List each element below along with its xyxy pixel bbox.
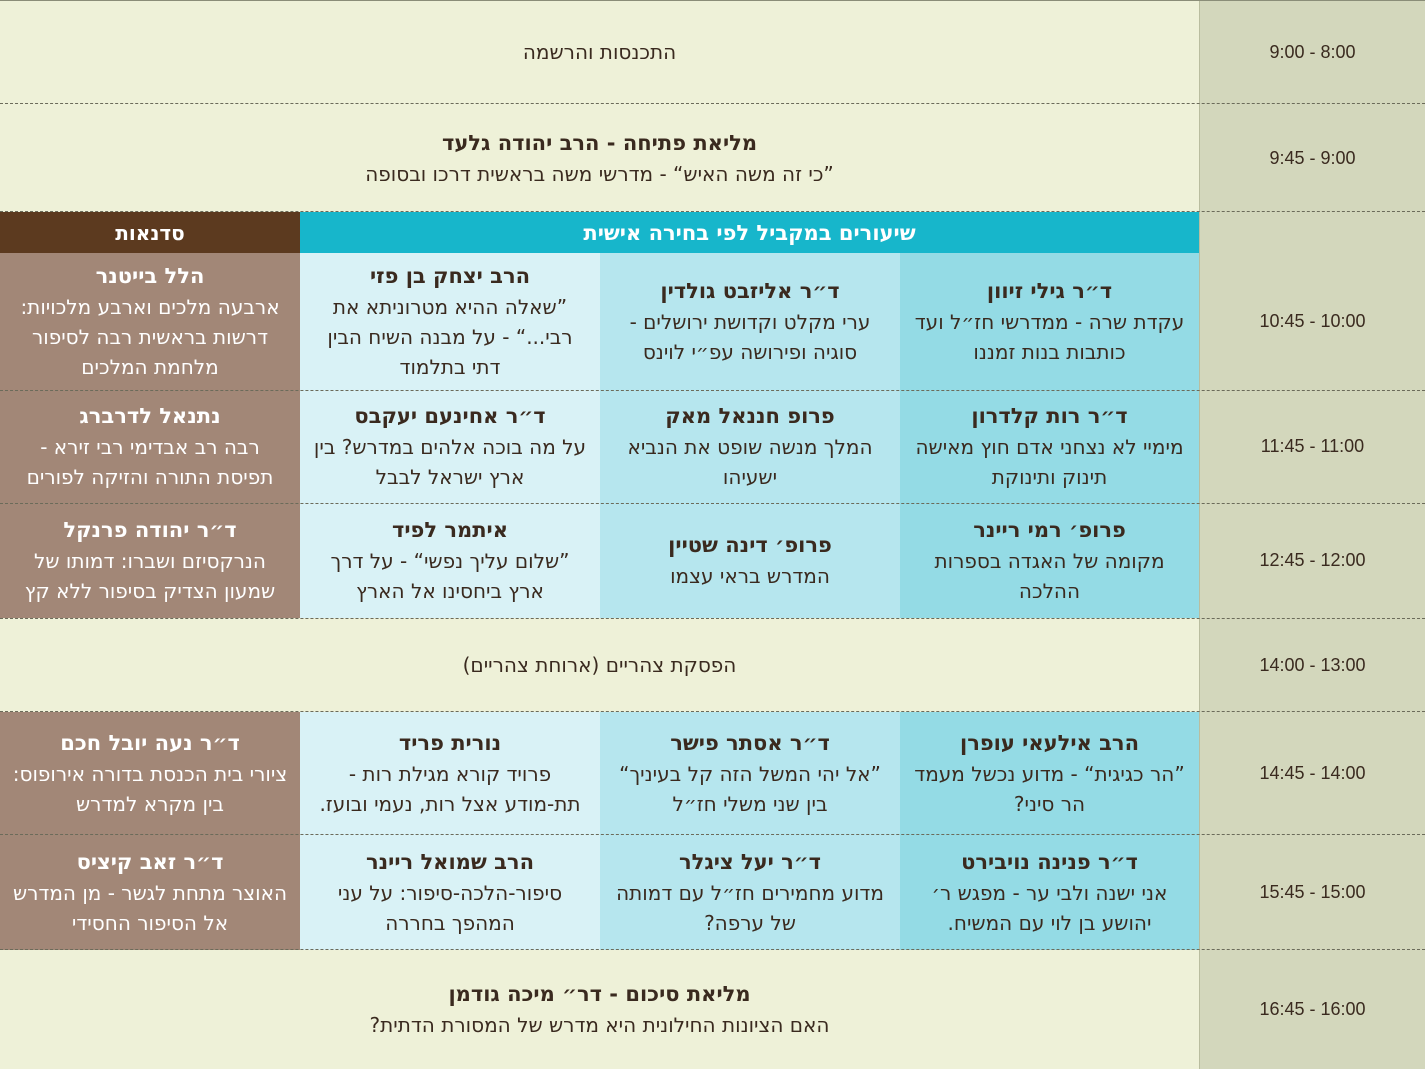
row-divider: [0, 211, 1425, 212]
session-cell: [600, 712, 900, 835]
session-topic: עקדת שרה - ממדרשי חז״ל ועד כותבות בנות זמננו: [914, 310, 1185, 364]
closing-plenary-desc: האם הציונות החילונית היא מדרש של המסורת הדתית?: [369, 1013, 830, 1037]
workshop-cell: [0, 503, 300, 618]
registration-text: התכנסות והרשמה: [522, 40, 677, 64]
time-label: 14:00 - 13:00: [1259, 654, 1366, 675]
row-divider: [0, 711, 1425, 712]
session-cell: [900, 835, 1199, 950]
time-slot-empty: [1199, 212, 1425, 253]
workshop-cell: [0, 390, 300, 503]
session-speaker: ד״ר רות קלדרון: [971, 404, 1128, 428]
session-topic: ”אל יהי המשל הזה קל בעיניך“ בין שני משלי חז״ל: [619, 762, 881, 816]
time-label: 9:45 - 9:00: [1269, 147, 1356, 168]
workshop-topic: רבה רב אבדימי רבי זירא - תפיסת התורה והזיקה לפורים: [26, 435, 274, 489]
row-divider: [0, 949, 1425, 950]
workshops-header-label: סדנאות: [115, 220, 185, 245]
workshop-cell: [0, 835, 300, 950]
time-label: 15:45 - 15:00: [1259, 882, 1366, 902]
workshop-topic: הנרקסיזם ושברו: דמותו של שמעון הצדיק בסיפור ללא קץ: [24, 549, 276, 603]
session-cell: [300, 390, 600, 503]
workshop-speaker: ד״ר נעה יובל חכם: [60, 731, 240, 755]
workshops-header: [0, 212, 300, 253]
time-slot: [1199, 253, 1425, 390]
session-cell: [900, 712, 1199, 835]
session-topic: פרויד קורא מגילת רות - תת-מודע אצל רות, נעמי ובועז.: [319, 762, 581, 816]
session-speaker: ד״ר גילי זיוון: [986, 279, 1113, 303]
session-speaker: הרב שמואל ריינר: [366, 850, 534, 874]
row-divider: [0, 390, 1425, 391]
session-topic: ”שאלה ההיא מטרוניתא את רבי...“ - על מבנה השיח הבין דתי בתלמוד: [327, 295, 573, 379]
session-topic: ערי מקלט וקדושת ירושלים - סוגיה ופירושה עפ״י לוינס: [629, 310, 871, 364]
session-speaker: הרב אילעאי עופרן: [960, 731, 1139, 755]
session-topic: אני ישנה ולבי ער - מפגש ר׳ יהושע בן לוי עם המשיח.: [931, 881, 1168, 935]
session-topic: סיפור-הלכה-סיפור: על עני המהפך בחררה: [337, 881, 563, 935]
session-speaker: איתמר לפיד: [392, 518, 509, 542]
session-cell: [300, 712, 600, 835]
parallel-sessions-header: [300, 212, 1199, 253]
session-cell: [900, 253, 1199, 390]
closing-plenary-title: מליאת סיכום - דר״ מיכה גודמן: [448, 982, 751, 1006]
session-cell: [600, 390, 900, 503]
session-speaker: פרופ חננאל מאק: [665, 404, 835, 428]
session-cell: [600, 253, 900, 390]
session-speaker: פרופ׳ דינה שטיין: [668, 533, 832, 557]
session-speaker: ד״ר אליזבט גולדין: [660, 279, 840, 303]
time-slot: [1199, 835, 1425, 950]
workshop-cell: [0, 712, 300, 835]
top-border: [0, 0, 1425, 1]
workshop-speaker: נתנאל לדרברג: [79, 404, 221, 428]
time-slot: [1199, 104, 1425, 212]
session-topic: ”הר כגיגית“ - מדוע נכשל מעמד הר סיני?: [914, 762, 1185, 816]
workshop-topic: ציורי בית הכנסת בדורה אירופוס: בין מקרא למדרש: [12, 762, 288, 816]
session-speaker: נורית פריד: [398, 731, 502, 755]
opening-plenary-desc: ”כי זה משה האיש“ - מדרשי משה בראשית דרכו ובסופה: [365, 161, 834, 186]
workshop-topic: ארבעה מלכים וארבע מלכויות: דרשות בראשית רבה לסיפור מלחמת המלכים: [20, 295, 280, 379]
workshop-topic: האוצר מתחת לגשר - מן המדרש אל הסיפור החסידי: [12, 881, 288, 935]
session-topic: המלך מנשה שופט את הנביא ישעיהו: [627, 435, 873, 489]
session-cell: [900, 503, 1199, 618]
time-slot: [1199, 390, 1425, 503]
time-label: 9:00 - 8:00: [1269, 41, 1356, 62]
lunch-break-text: הפסקת צהריים (ארוחת צהריים): [462, 653, 737, 677]
time-slot: [1199, 618, 1425, 712]
session-speaker: ד״ר אחינעם יעקבס: [354, 404, 546, 428]
session-cell: [900, 390, 1199, 503]
session-cell: [300, 835, 600, 950]
session-topic: ”שלום עליך נפשי“ - על דרך ארץ ביחסינו אל הארץ: [330, 549, 570, 603]
row-divider: [0, 618, 1425, 619]
opening-plenary-title: מליאת פתיחה - הרב יהודה גלעד: [441, 130, 758, 155]
session-cell: [300, 503, 600, 618]
session-cell: [300, 253, 600, 390]
time-label: 10:45 - 10:00: [1259, 311, 1366, 331]
opening-plenary-cell: [0, 104, 1199, 212]
time-label: 16:45 - 16:00: [1259, 999, 1366, 1019]
workshop-speaker: ד״ר יהודה פרנקל: [63, 518, 237, 542]
time-slot: [1199, 950, 1425, 1069]
time-label: 11:45 - 11:00: [1260, 436, 1365, 456]
session-speaker: ד״ר יעל ציגלר: [678, 850, 822, 874]
closing-plenary-cell: [0, 950, 1199, 1069]
time-slot: [1199, 0, 1425, 104]
registration-cell: [0, 0, 1199, 104]
time-label: 14:45 - 14:00: [1259, 763, 1366, 783]
session-cell: [600, 835, 900, 950]
session-topic: המדרש בראי עצמו: [670, 564, 830, 588]
session-speaker: ד״ר אסתר פישר: [670, 731, 830, 755]
workshop-speaker: ד״ר זאב קיציס: [76, 850, 224, 874]
row-divider: [0, 103, 1425, 104]
row-divider: [0, 503, 1425, 504]
session-topic: מקומה של האגדה בספרות ההלכה: [934, 549, 1165, 603]
session-cell: [600, 503, 900, 618]
session-speaker: הרב יצחק בן פזי: [370, 264, 531, 288]
session-topic: מימיי לא נצחני אדם חוץ מאישה תינוק ותינוקת: [915, 435, 1184, 489]
workshop-speaker: הלל בייטנר: [95, 264, 205, 288]
parallel-sessions-header-label: שיעורים במקביל לפי בחירה אישית: [583, 220, 916, 245]
session-speaker: פרופ׳ רמי ריינר: [973, 518, 1126, 542]
lunch-break-cell: [0, 618, 1199, 712]
time-slot: [1199, 712, 1425, 835]
session-topic: מדוע מחמירים חז״ל עם דמותה של ערפה?: [616, 881, 884, 935]
session-topic: על מה בוכה אלהים במדרש? בין ארץ ישראל לבבל: [313, 435, 587, 489]
time-label: 12:45 - 12:00: [1259, 550, 1366, 570]
time-slot: [1199, 503, 1425, 618]
session-speaker: ד״ר פנינה נויבירט: [961, 850, 1138, 874]
workshop-cell: [0, 253, 300, 390]
row-divider: [0, 834, 1425, 835]
